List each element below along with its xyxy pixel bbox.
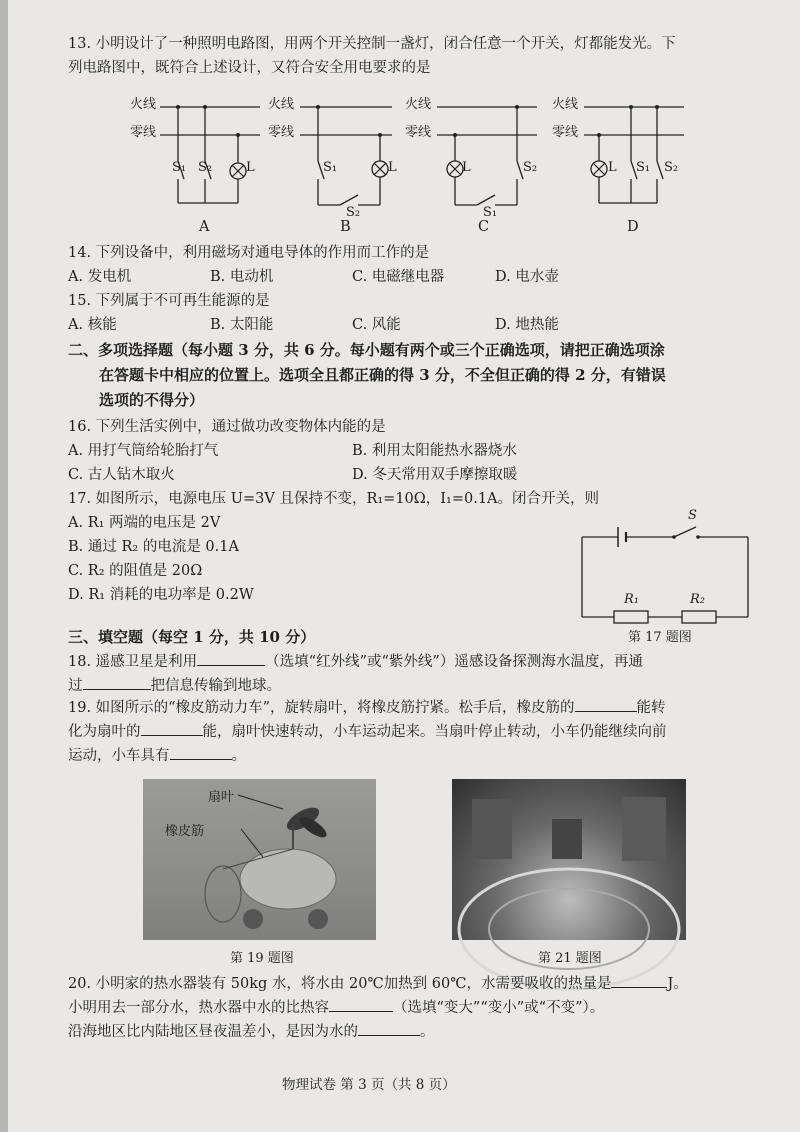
q19-band-label: 橡皮筋: [165, 824, 205, 839]
q17-option-b: B. 通过 R₂ 的电流是 0.1A: [68, 539, 239, 555]
circuit-c-lamp: L: [462, 160, 471, 175]
q19-rubber-band-car-photo: [143, 779, 376, 940]
circuit-c-option-label: C: [478, 219, 490, 235]
circuit-a-neutral-label: 零线: [130, 125, 157, 140]
circuit-d-live-label: 火线: [552, 97, 579, 112]
q20-blank-2[interactable]: [329, 997, 393, 1012]
q18-text-b: （选填“红外线”或“紫外线”）遥感设备探测海水温度，再通: [265, 654, 643, 670]
circuit-d-s2: S₂: [664, 160, 679, 175]
q20-text-c: 小明用去一部分水，热水器中水的比热容: [68, 1000, 329, 1016]
circuit-d-neutral-label: 零线: [552, 125, 579, 140]
q15-option-b: B. 太阳能: [210, 317, 274, 333]
q18-blank-2[interactable]: [83, 675, 151, 690]
circuit-b-live-label: 火线: [268, 97, 295, 112]
page-footer: 物理试卷 第 3 页（共 8 页）: [282, 1077, 456, 1093]
q17-caption: 第 17 题图: [628, 630, 692, 645]
section2-line2: 在答题卡中相应的位置上。选项全且都正确的得 3 分，不全但正确的得 2 分，有错误: [99, 366, 666, 384]
circuit-b-lamp: L: [388, 160, 397, 175]
q13-line2: 列电路图中，既符合上述设计，又符合安全用电要求的是: [68, 60, 431, 76]
circuit-b-diagram: [300, 95, 400, 215]
q19-fan-label: 扇叶: [208, 790, 235, 805]
section3-title: 三、填空题（每空 1 分，共 10 分）: [68, 628, 316, 646]
q19-line1: [68, 697, 666, 719]
q16-option-c: C. 古人钻木取火: [68, 467, 175, 483]
q20-line3: [68, 1021, 435, 1043]
q21-curved-mirror-photo: [452, 779, 686, 940]
q21-caption: 第 21 题图: [538, 951, 602, 966]
circuit-d-lamp: L: [608, 160, 617, 175]
circuit-c-neutral-label: 零线: [405, 125, 432, 140]
q18-line2: [68, 675, 281, 697]
q16-option-b: B. 利用太阳能热水器烧水: [352, 443, 517, 459]
q19-car-sketch: [143, 779, 376, 940]
q20-blank-3[interactable]: [358, 1021, 420, 1036]
circuit-d-option-label: D: [627, 219, 639, 235]
q20-text-a: 20. 小明家的热水器装有 50kg 水，将水由 20℃加热到 60℃，水需要吸收的热量是: [68, 976, 612, 992]
q14-option-c: C. 电磁继电器: [352, 269, 445, 285]
circuit-a-lamp: L: [246, 160, 255, 175]
q18-text-a: 18. 遥感卫星是利用: [68, 654, 198, 670]
q16-stem: 16. 下列生活实例中，通过做功改变物体内能的是: [68, 419, 386, 435]
q19-text-d: 能，扇叶快速转动，小车运动起来。当扇叶停止转动，小车仍能继续向前: [202, 724, 667, 740]
q17-stem: 17. 如图所示，电源电压 U=3V 且保持不变，R₁=10Ω，I₁=0.1A。闭合开关，则: [68, 491, 600, 507]
circuit-a-s1: S₁: [172, 160, 187, 175]
circuit-b-neutral-label: 零线: [268, 125, 295, 140]
q19-blank-3[interactable]: [170, 745, 232, 760]
q19-text-a: 19. 如图所示的“橡皮筋动力车”，旋转扇叶，将橡皮筋拧紧。松手后，橡皮筋的: [68, 700, 575, 716]
q14-stem: 14. 下列设备中，利用磁场对通电导体的作用而工作的是: [68, 245, 430, 261]
circuit-a-s2: S₂: [198, 160, 213, 175]
q20-text-b: J。: [667, 976, 688, 992]
q17-option-a: A. R₁ 两端的电压是 2V: [68, 515, 221, 531]
q19-line3: [68, 745, 246, 767]
circuit-d-s1: S₁: [636, 160, 651, 175]
section2-line3: 选项的不得分）: [99, 391, 205, 409]
q19-blank-1[interactable]: [575, 697, 637, 712]
q20-text-e: 沿海地区比内陆地区昼夜温差小，是因为水的: [68, 1024, 358, 1040]
q14-option-b: B. 电动机: [210, 269, 274, 285]
q16-option-d: D. 冬天常用双手摩擦取暖: [352, 467, 518, 483]
q19-text-e: 运动，小车具有: [68, 748, 170, 764]
q21-mirror-sketch: [452, 779, 686, 940]
q17-option-c: C. R₂ 的阻值是 20Ω: [68, 563, 203, 579]
circuit-a-option-label: A: [199, 219, 210, 235]
q17-option-d: D. R₁ 消耗的电功率是 0.2W: [68, 587, 254, 603]
circuit-c-s1: S₁: [483, 205, 498, 220]
circuit-a-live-label: 火线: [130, 97, 157, 112]
q18-text-d: 把信息传输到地球。: [150, 678, 281, 694]
q19-blank-2[interactable]: [141, 721, 203, 736]
q20-text-f: 。: [420, 1024, 435, 1040]
q15-stem: 15. 下列属于不可再生能源的是: [68, 293, 270, 309]
q13-line1: 13. 小明设计了一种照明电路图，用两个开关控制一盏灯，闭合任意一个开关，灯都能发光。下: [68, 36, 676, 52]
q19-text-f: 。: [231, 748, 246, 764]
q17-circuit-diagram: [582, 525, 752, 625]
q14-option-a: A. 发电机: [68, 269, 132, 285]
q18-text-c: 过: [68, 678, 83, 694]
q17-switch-label: S: [688, 508, 697, 523]
q16-option-a: A. 用打气筒给轮胎打气: [68, 443, 219, 459]
q20-line1: [68, 973, 688, 995]
circuit-c-s2: S₂: [523, 160, 538, 175]
circuit-a-diagram: [160, 95, 270, 215]
circuit-c-live-label: 火线: [405, 97, 432, 112]
q19-line2: [68, 721, 667, 743]
q20-text-d: （选填“变大”“变小”或“不变”）。: [393, 1000, 605, 1016]
q17-r2-label: R₂: [690, 592, 705, 607]
q15-option-d: D. 地热能: [495, 317, 559, 333]
q19-text-c: 化为扇叶的: [68, 724, 141, 740]
circuit-d-diagram: [584, 95, 694, 215]
section2-line1: 二、多项选择题（每小题 3 分，共 6 分。每小题有两个或三个正确选项，请把正确选项涂: [68, 341, 665, 359]
q14-option-d: D. 电水壶: [495, 269, 559, 285]
q20-line2: [68, 997, 604, 1019]
q18-line1: [68, 651, 643, 673]
q19-text-b: 能转: [636, 700, 666, 716]
q17-r1-label: R₁: [624, 592, 639, 607]
page-edge-shadow: [0, 0, 8, 1132]
q20-blank-1[interactable]: [611, 973, 667, 988]
q15-option-c: C. 风能: [352, 317, 401, 333]
q19-caption: 第 19 题图: [230, 951, 294, 966]
circuit-b-s1: S₁: [323, 160, 338, 175]
circuit-b-s2: S₂: [346, 205, 361, 220]
circuit-b-option-label: B: [340, 219, 351, 235]
q15-option-a: A. 核能: [68, 317, 117, 333]
circuit-c-diagram: [437, 95, 547, 215]
q18-blank-1[interactable]: [197, 651, 265, 666]
